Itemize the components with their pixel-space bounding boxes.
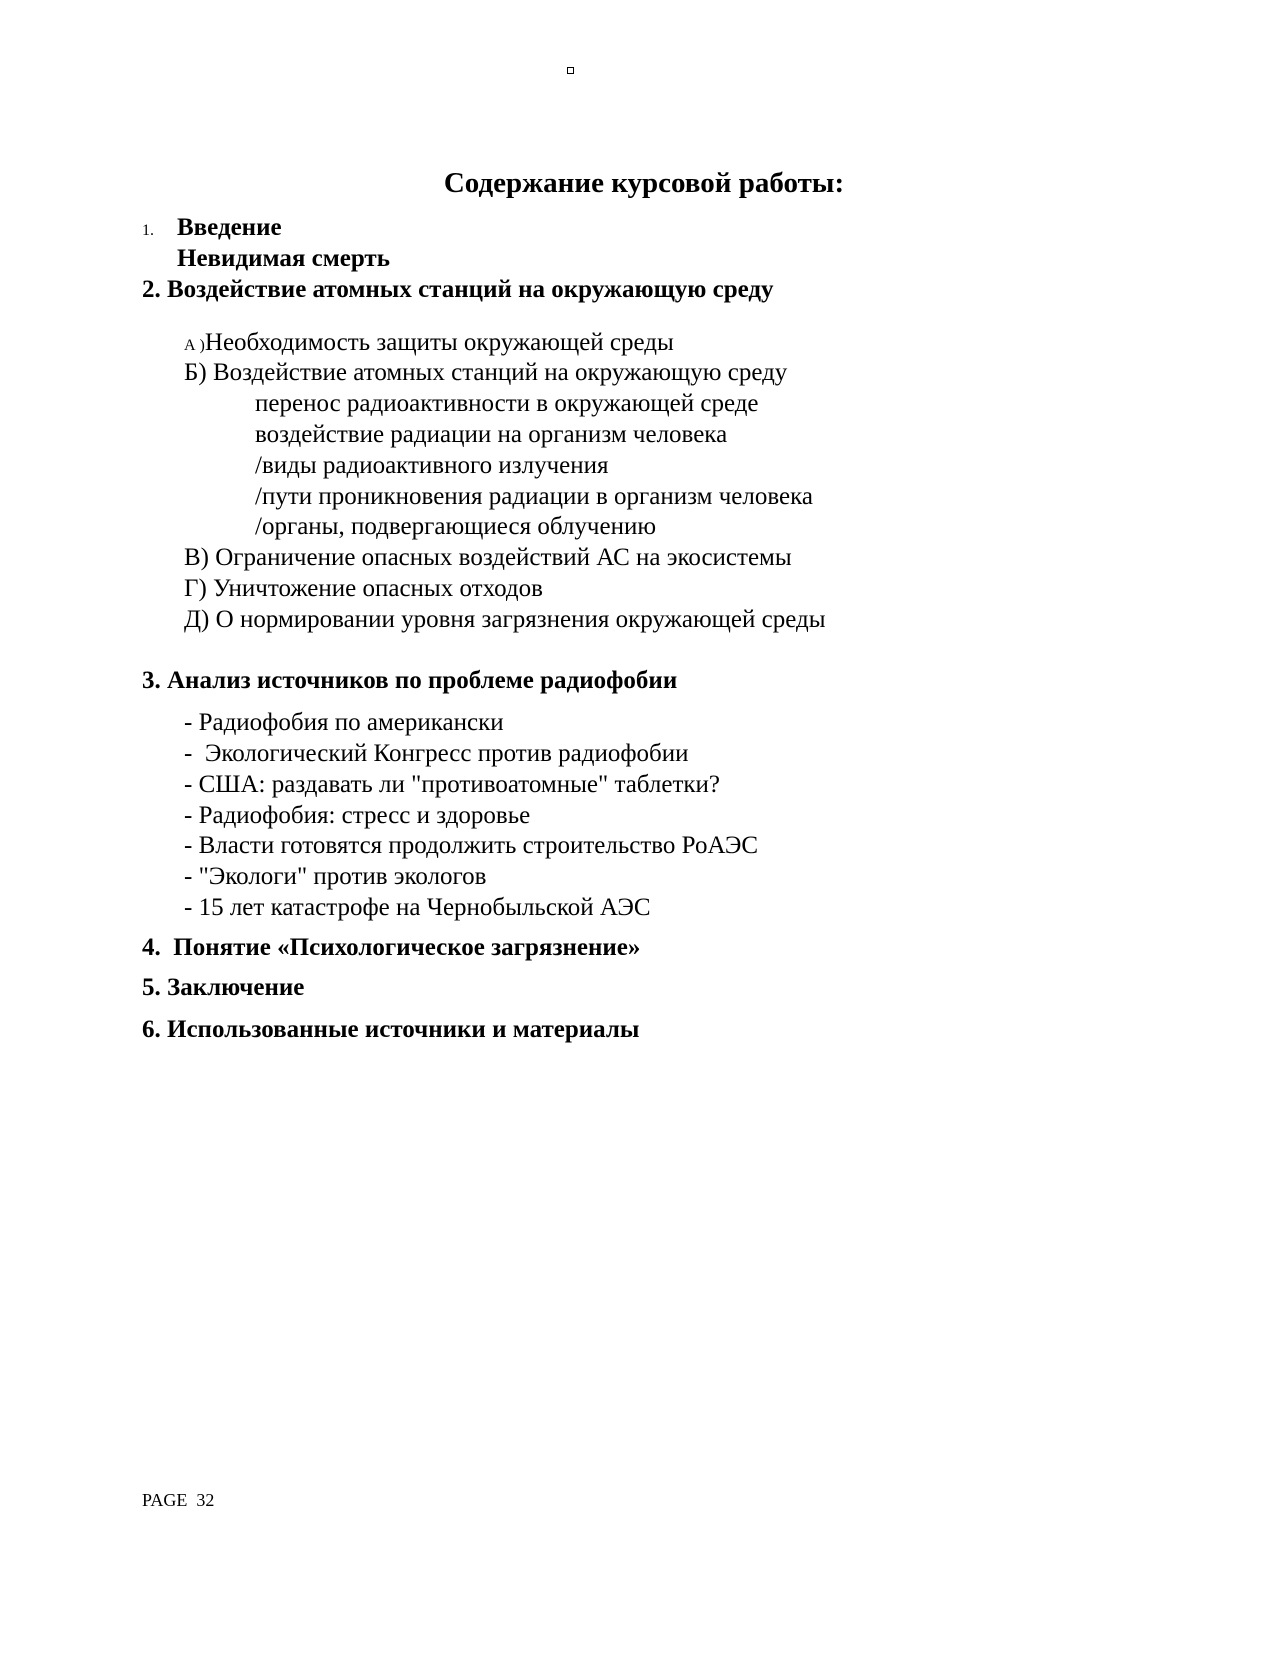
toc-item: - Радиофобия: стресс и здоровье (184, 802, 531, 829)
toc-item: Г) Уничтожение опасных отходов (184, 575, 543, 602)
toc-heading-2: 2. Воздействие атомных станций на окружающую среду (142, 276, 774, 303)
list-number: 1. (142, 222, 154, 239)
toc-heading-3: 3. Анализ источников по проблеме радиофобии (142, 667, 678, 694)
toc-subitem: /пути проникновения радиации в организм человека (255, 483, 813, 510)
toc-item: В) Ограничение опасных воздействий АС на экосистемы (184, 544, 792, 571)
toc-item: А )Необходимость защиты окружающей среды (184, 329, 674, 356)
toc-heading-6: 6. Использованные источники и материалы (142, 1016, 640, 1043)
page-label: PAGE (142, 1490, 188, 1510)
toc-heading-5: 5. Заключение (142, 974, 305, 1001)
anchor-mark (567, 67, 574, 74)
toc-subitem: перенос радиоактивности в окружающей среде (255, 390, 759, 417)
toc-item: - Власти готовятся продолжить строительство РоАЭС (184, 832, 759, 859)
toc-item: Д) О нормировании уровня загрязнения окружающей среды (184, 606, 826, 633)
page-title: Содержание курсовой работы: (443, 167, 845, 199)
toc-subitem: /органы, подвергающиеся облучению (255, 513, 657, 540)
toc-item: - Радиофобия по американски (184, 709, 504, 736)
toc-item: - 15 лет катастрофе на Чернобыльской АЭС (184, 894, 651, 921)
toc-item: - Экологический Конгресс против радиофобии (184, 740, 689, 767)
toc-item: - "Экологи" против экологов (184, 863, 487, 890)
toc-item: - США: раздавать ли "противоатомные" таблетки? (184, 771, 721, 798)
toc-subheading: Невидимая смерть (177, 245, 390, 272)
toc-subitem: /виды радиоактивного излучения (255, 452, 609, 479)
toc-heading-intro: Введение (177, 214, 282, 241)
toc-subitem: воздействие радиации на организм человека (255, 421, 728, 448)
toc-heading-4: 4. Понятие «Психологическое загрязнение» (142, 934, 641, 961)
page-number: 32 (196, 1490, 215, 1510)
page-footer (142, 1489, 214, 1511)
toc-item: Б) Воздействие атомных станций на окружающую среду (184, 359, 788, 386)
